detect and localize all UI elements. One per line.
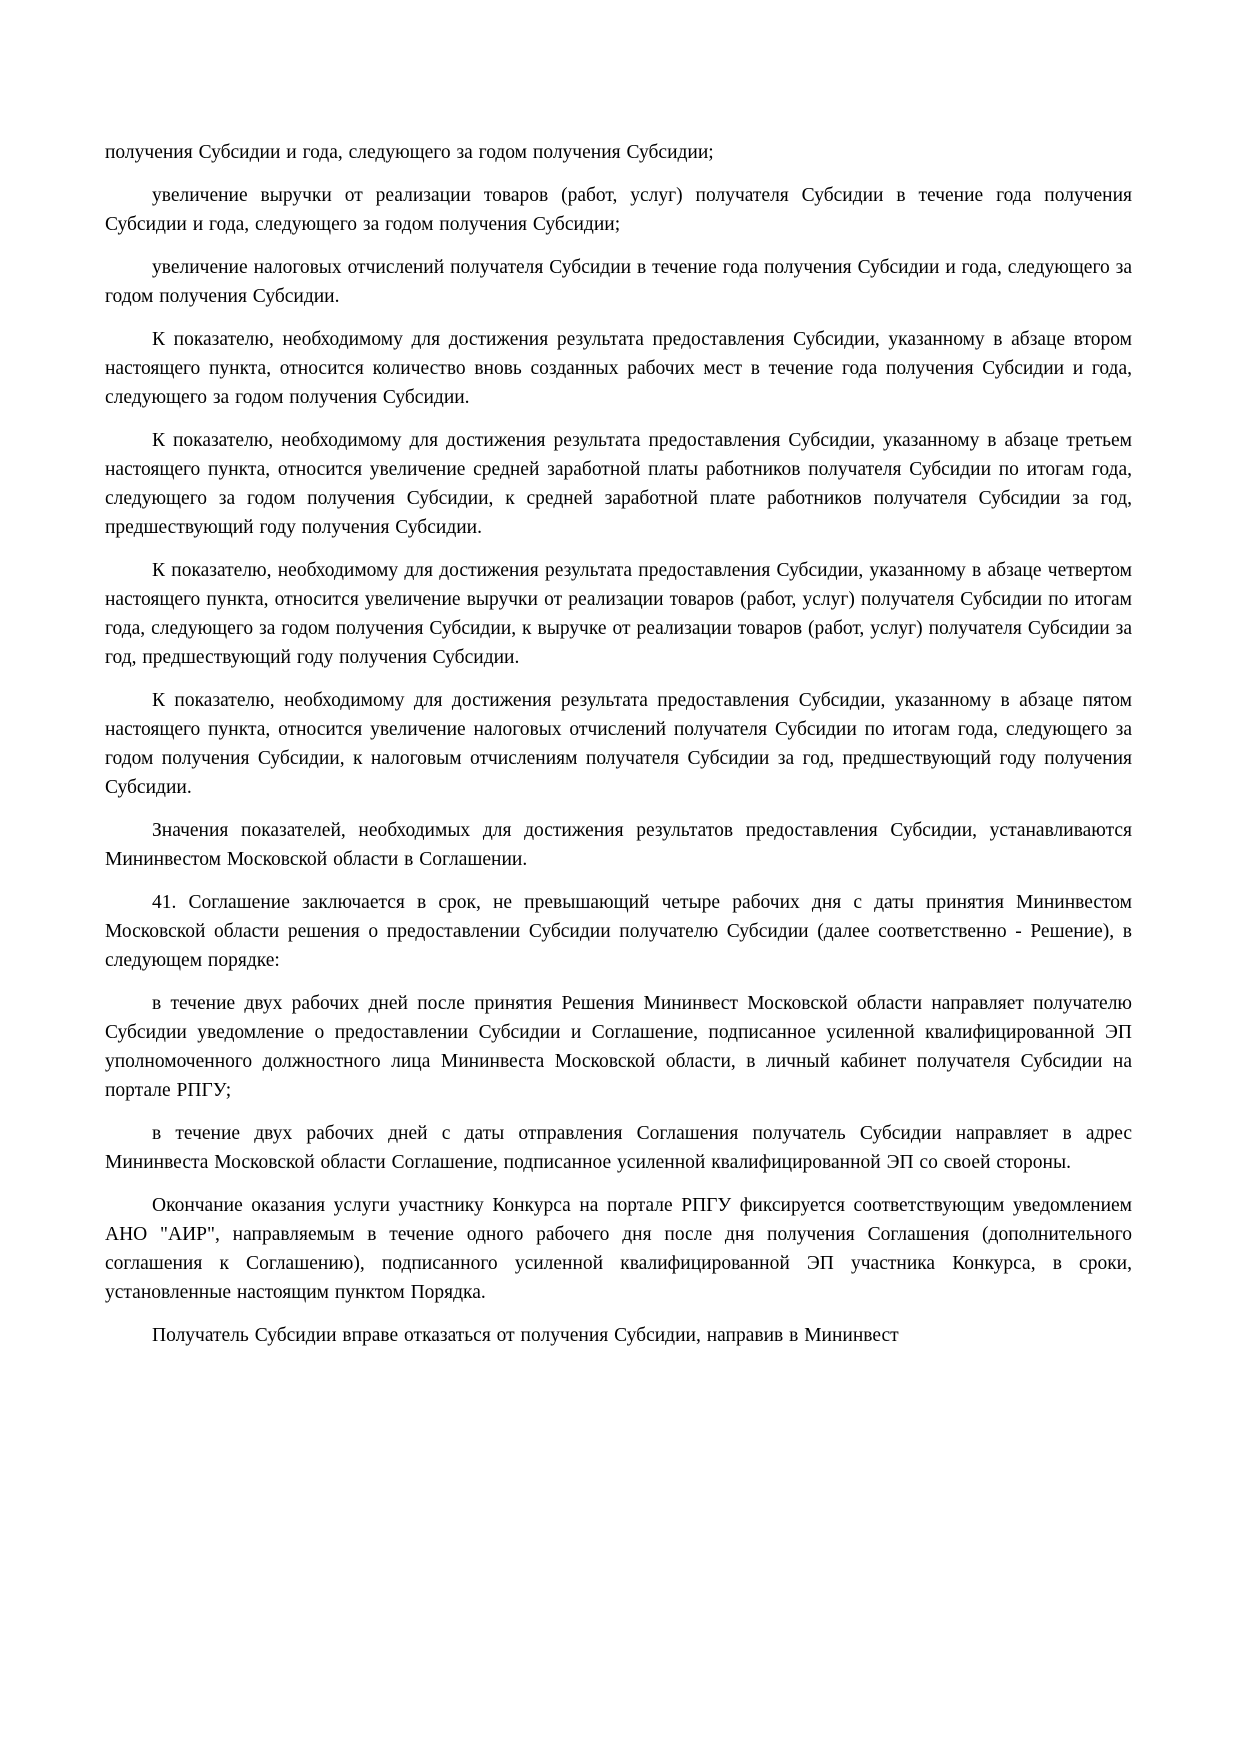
paragraph: 41. Соглашение заключается в срок, не превышающий четыре рабочих дня с даты принятия Мининвестом Московской области решения о предоставлении Субсидии получателю Субсидии (далее соответственно - Решение), в следующем порядке: <box>105 892 1132 971</box>
paragraph: увеличение налоговых отчислений получателя Субсидии в течение года получения Субсидии и года, следующего за годом получения Субсидии. <box>105 257 1132 307</box>
paragraph: получения Субсидии и года, следующего за годом получения Субсидии; <box>105 142 714 163</box>
paragraph: К показателю, необходимому для достижения результата предоставления Субсидии, указанному в абзаце пятом настоящего пункта, относится увеличение налоговых отчислений получателя Субсидии по итогам года, следующего за годом получения Субсидии, к налоговым отчислениям получателя Субсидии за год, предшествующий году получения Субсидии. <box>105 690 1132 798</box>
paragraph: К показателю, необходимому для достижения результата предоставления Субсидии, указанному в абзаце четвертом настоящего пункта, относится увеличение выручки от реализации товаров (работ, услуг) получателя Субсидии по итогам года, следующего за годом получения Субсидии, к выручке от реализации товаров (работ, услуг) получателя Субсидии за год, предшествующий году получения Субсидии. <box>105 560 1132 668</box>
paragraph: Значения показателей, необходимых для достижения результатов предоставления Субсидии, устанавливаются Мининвестом Московской области в Соглашении. <box>105 820 1132 870</box>
paragraph: увеличение выручки от реализации товаров (работ, услуг) получателя Субсидии в течение года получения Субсидии и года, следующего за годом получения Субсидии; <box>105 185 1132 235</box>
paragraph: в течение двух рабочих дней после принятия Решения Мининвест Московской области направляет получателю Субсидии уведомление о предоставлении Субсидии и Соглашение, подписанное усиленной квалифицированной ЭП уполномоченного должностного лица Мининвеста Московской области, в личный кабинет получателя Субсидии на портале РПГУ; <box>105 993 1132 1101</box>
paragraph: К показателю, необходимому для достижения результата предоставления Субсидии, указанному в абзаце третьем настоящего пункта, относится увеличение средней заработной платы работников получателя Субсидии по итогам года, следующего за годом получения Субсидии, к средней заработной плате работников получателя Субсидии за год, предшествующий году получения Субсидии. <box>105 430 1132 538</box>
paragraph: Окончание оказания услуги участнику Конкурса на портале РПГУ фиксируется соответствующим уведомлением АНО "АИР", направляемым в течение одного рабочего дня после дня получения Соглашения (дополнительного соглашения к Соглашению), подписанного усиленной квалифицированной ЭП участника Конкурса, в сроки, установленные настоящим пунктом Порядка. <box>105 1195 1132 1303</box>
paragraph: в течение двух рабочих дней с даты отправления Соглашения получатель Субсидии направляет в адрес Мининвеста Московской области Соглашение, подписанное усиленной квалифицированной ЭП со своей стороны. <box>105 1123 1132 1173</box>
paragraph: Получатель Субсидии вправе отказаться от получения Субсидии, направив в Мининвест <box>152 1325 899 1346</box>
paragraph: К показателю, необходимому для достижения результата предоставления Субсидии, указанному в абзаце втором настоящего пункта, относится количество вновь созданных рабочих мест в течение года получения Субсидии и года, следующего за годом получения Субсидии. <box>105 329 1132 408</box>
